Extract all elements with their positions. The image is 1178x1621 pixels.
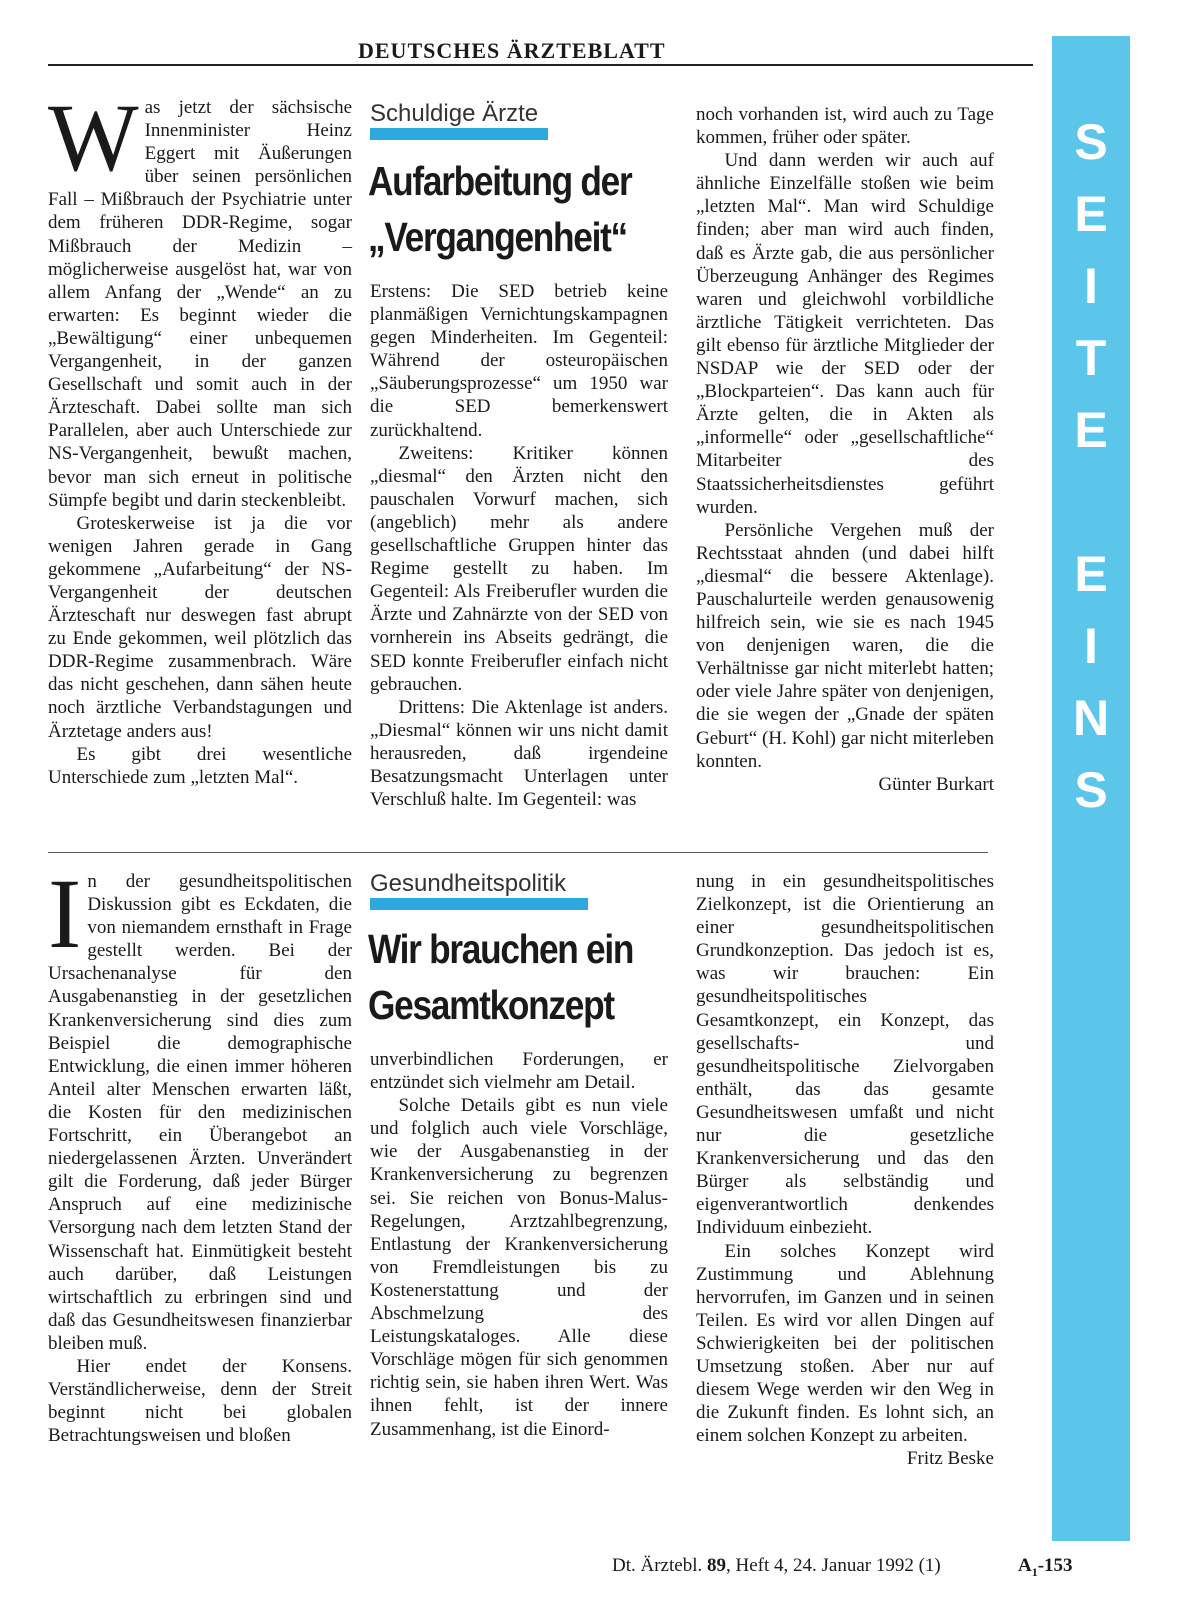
article1-column-3 [696,103,994,796]
article2-paragraph: Solche Details gibt es nun viele und folglich auch viele Vorschläge, wie der Ausgabenanstieg in der Krankenversicherung zu begrenzen sei. Sie reichen von Bonus-Malus-Regelungen, Arztzahlbegrenzung, Entlastung der Krankenversicherung von Fremdleistungen bis zu Kostenerstattung und der Abschmelzung des Leistungskataloges. Alle diese Vorschläge mögen für sich genommen richtig sein, sie haben ihren Wert. Was ihnen fehlt, ist der innere Zusammenhang, ist die Einord- [370,1095,668,1440]
article2-headline-line1: Wir brauchen ein [368,926,634,972]
article2-paragraph: In der gesundheitspolitischen Diskussion gibt es Eckdaten, die von niemandem ernsthaft in Frage gestellt werden. Bei der Ursachenanalyse für den Ausgabenanstieg in der gesetzlichen Krankenversicherung sind dies zum Beispiel die demographische Entwicklung, die einen immer höheren Anteil alter Menschen erwarten läßt, die Kosten für den medizinischen Fortschritt, ein Überangebot an niedergelassenen Ärzten. Unverändert gilt die Forderung, daß jeder Bürger Anspruch auf eine medizinische Versorgung nach dem letzten Stand der Wissenschaft hat. Einmütigkeit besteht auch darüber, daß Leistungen wirtschaftlich zu erbringen sind und daß das Gesundheitswesen finanzierbar bleiben muß. [48,858,352,1354]
footer-volume: 89 [706,1555,726,1576]
article1-rubric: Schuldige Ärzte [370,100,539,127]
side-tab-letter: S [1074,114,1108,170]
article1-paragraph: Und dann werden wir auch auf ähnliche Einzelfälle stoßen wie beim „letzten Mal“. Man wird Schuldige finden; aber man wird auch finden, daß es Ärzte gab, die aus persönlicher Überzeugung Anhänger des Regimes waren und gleichwohl vorbildliche ärztliche Tätigkeit verrichteten. Das gilt ebenso für ärztliche Mitglieder der NSDAP wie der SED oder der „Blockparteien“. Das kann auch für Ärzte gelten, die in Akten als „informelle“ oder „gesellschaftliche“ Mitarbeiter des Staatssicherheitsdienstes geführt wurden. [696,150,994,518]
side-tab [1052,36,1130,1541]
article1-paragraph: noch vorhanden ist, wird auch zu Tage kommen, früher oder später. [696,104,994,149]
dropcap: W [48,84,139,191]
article2-paragraph: unverbindlichen Forderungen, er entzündet sich vielmehr am Detail. [370,1049,668,1094]
side-tab-letter: N [1072,690,1110,746]
article1-paragraph: Es gibt drei wesentliche Unterschiede zum „letzten Mal“. [48,743,352,788]
article2-column-3 [696,870,994,1470]
article2-rubric-bar [370,898,588,910]
article1-paragraph: Zweitens: Kritiker können „diesmal“ den Ärzten nicht den pauschalen Vorwurf machen, sich (angeblich) mehr als andere gesellschaftliche Gruppen hinter das Regime gestellt zu haben. Im Gegenteil: Als Freiberufler wurden die Ärzte und Zahnärzte von der SED von vornherein ins Abseits gedrängt, die SED konnte Freiberufler einfach nicht gebrauchen. [370,442,668,695]
side-tab-letter: T [1075,330,1107,386]
side-tab-letter: S [1074,762,1108,818]
article1-paragraph: Was jetzt der sächsische Innenminister Heinz Eggert mit Äußerungen über seinen persönlichen Fall – Mißbrauch der Psychiatrie unter dem früheren DDR-Regime, sogar Mißbrauch der Medizin – möglicherweise ausgelöst hat, war von allem Anfang der „Wende“ an zu erwarten: Es beginnt wieder die „Bewältigung“ einer unbequemen Vergangenheit, in der ganzen Gesellschaft und somit auch in der Ärzteschaft. Dabei sollte man sich Parallelen, aber auch Unterschiede zur NS-Vergangenheit, bewußt machen, bevor man sich erneut in politische Sümpfe begibt und darin steckenbleibt. [48,84,352,511]
side-tab-letter: E [1074,186,1108,242]
article2-headline-line2: Gesamtkonzept [368,982,614,1028]
article1-headline-line2: „Vergangenheit“ [368,214,627,260]
article1-author: Günter Burkart [878,773,994,795]
article1-paragraph: Erstens: Die SED betrieb keine planmäßigen Vernichtungskampagnen gegen Minderheiten. Im Gegenteil: Während der osteuropäischen „Säuberungsprozesse“ um 1950 war die SED bemerkenswert zurückhaltend. [370,281,668,441]
side-tab-letter: I [1084,618,1098,674]
article-divider [48,852,988,853]
article1-paragraph: Persönliche Vergehen muß der Rechtsstaat ahnden (und dabei hilft „diesmal“ die bessere Aktenlage). Pauschalurteile werden genausowenig hilfreich sein, wie sie es nach 1945 von denjenigen waren, die die Verhältnisse gar nicht miterlebt hatten; oder viele Jahre später von denjenigen, die sie wegen der „Gnade der späten Geburt“ (H. Kohl) gar nicht miterleben konnten. [696,519,994,772]
article2-column-1 [48,858,352,1447]
footer-page-number: $A_1-153$ [1018,1555,1073,1579]
side-tab-letter [1052,466,1130,538]
article1-headline-line1: Aufarbeitung der [368,158,632,204]
side-tab-letter: E [1074,402,1108,458]
side-tab-letter: E [1074,546,1108,602]
side-tab-label [1052,106,1130,826]
article2-paragraph: Hier endet der Konsens. Verständlicherweise, denn der Streit beginnt nicht bei globalen Betrachtungsweisen und bloßen [48,1355,352,1447]
article2-paragraph: nung in ein gesundheitspolitisches Zielkonzept, ist die Orientierung an einer gesundheitspolitischen Grundkonzeption. Das jedoch ist es, was wir brauchen: Ein gesundheitspolitisches Gesamtkonzept, ein Konzept, das gesellschafts- und gesundheitspolitische Zielvorgaben enthält, das das gesamte Gesundheitswesen umfaßt und nicht nur die gesetzliche Krankenversicherung und das den Bürger als selbständig und eigenverantwortlich denkendes Individuum einbezieht. [696,871,994,1239]
article1-paragraph: Drittens: Die Aktenlage ist anders. „Diesmal“ können wir uns nicht damit herausreden, daß irgendeine Besatzungsmacht Unterlagen unter Verschluß halte. Im Gegenteil: was [370,696,668,811]
article2-paragraph: Ein solches Konzept wird Zustimmung und Ablehnung hervorrufen, im Ganzen und in seinen Teilen. Es wird vor allen Dingen auf Schwierigkeiten bei der politischen Umsetzung stoßen. Aber nur auf diesem Wege werden wir den Weg in die Zukunft finden. Es lohnt sich, an einem solchen Konzept zu arbeiten. [696,1240,994,1447]
article2-rubric: Gesundheitspolitik [370,870,567,897]
article2-column-2 [370,1048,668,1441]
dropcap: I [48,858,82,969]
footer-citation: Dt. Ärztebl. 89, Heft 4, 24. Januar 1992 (1) [612,1555,941,1576]
side-tab-letter: I [1084,258,1098,314]
masthead-title: DEUTSCHES ÄRZTEBLATT [358,38,666,63]
article1-column-1 [48,84,352,789]
article1-paragraph: Groteskerweise ist ja die vor wenigen Jahren gerade in Gang gekommene „Aufarbeitung“ der NS-Vergangenheit der deutschen Ärzteschaft nur deswegen fast abrupt zu Ende gekommen, weil plötzlich das DDR-Regime zusammenbrach. Wäre das nicht geschehen, dann sähen heute noch ärztliche Verbandstagungen und Ärztetage anders aus! [48,512,352,742]
article1-rubric-bar [370,128,548,140]
article1-column-2 [370,280,668,811]
masthead [48,36,1033,66]
article2-author: Fritz Beske [906,1448,994,1470]
